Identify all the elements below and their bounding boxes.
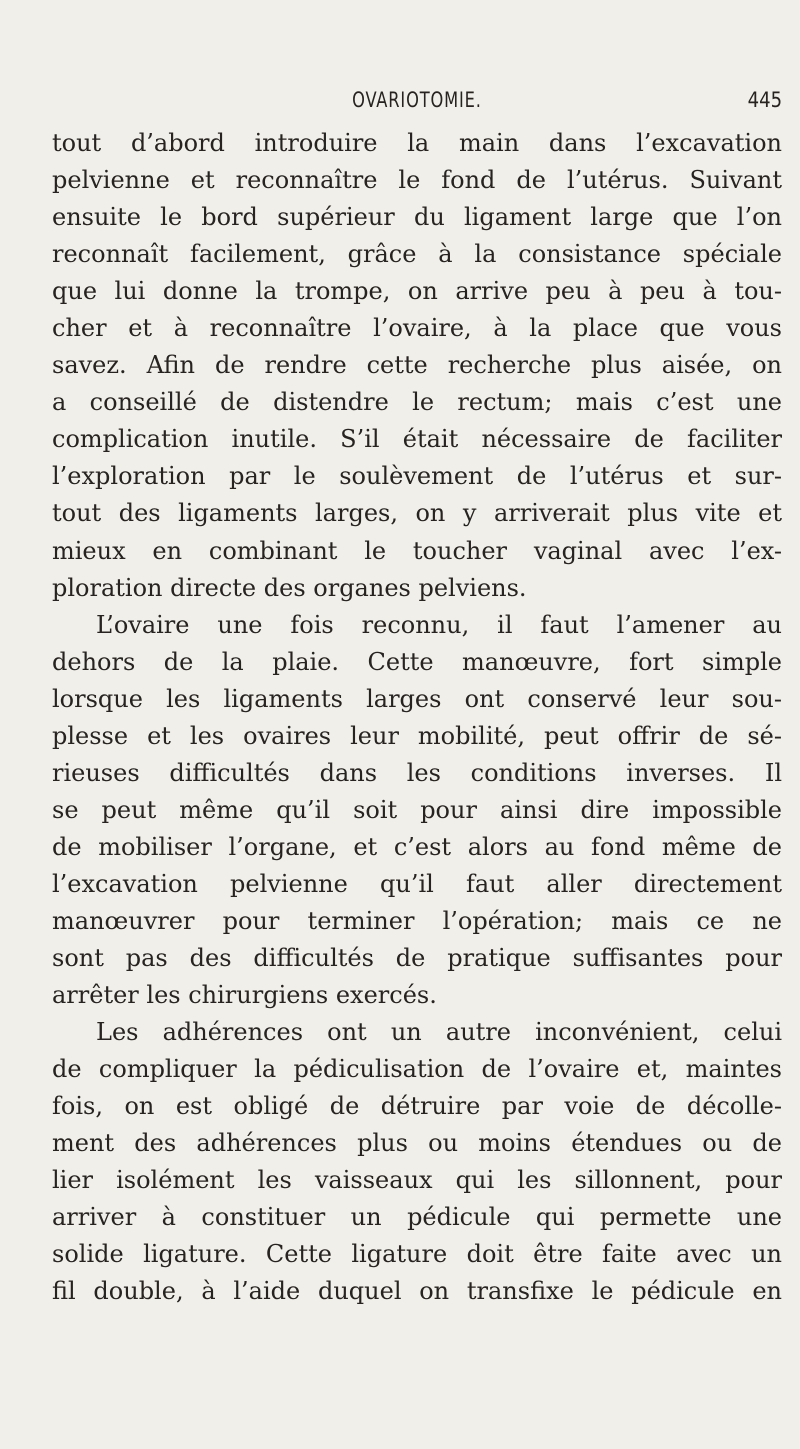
running-head (52, 88, 782, 124)
text-line: manœuvrer pour terminer l’opération; mais ce ne (52, 906, 782, 935)
text-line: ment des adhérences plus ou moins étendues ou de (52, 1129, 782, 1158)
running-title: OVARIOTOMIE. (352, 88, 482, 112)
paragraph-end-line: ploration directe des organes pelviens. (52, 573, 527, 602)
text-line: solide ligature. Cette ligature doit être faite avec un (52, 1240, 782, 1269)
text-line: de mobiliser l’organe, et c’est alors au fond même de (52, 832, 782, 861)
paragraph-end-line: arrêter les chirurgiens exercés. (52, 981, 437, 1010)
text-line: de compliquer la pédiculisation de l’ovaire et, maintes (52, 1055, 782, 1084)
text-line: dehors de la plaie. Cette manœuvre, fort simple (52, 647, 782, 676)
text-line: tout d’abord introduire la main dans l’excavation (52, 129, 782, 157)
text-line: sont pas des difficultés de pratique suffisantes pour (52, 944, 782, 973)
text-line: arriver à constituer un pédicule qui permette une (52, 1203, 782, 1232)
text-line: mieux en combinant le toucher vaginal avec l’ex- (52, 536, 782, 565)
text-line: savez. Afin de rendre cette recherche plus aisée, on (52, 351, 782, 380)
paragraph-start-line: L’ovaire une fois reconnu, il faut l’amener au (96, 610, 782, 639)
text-line: tout des ligaments larges, on y arriverait plus vite et (52, 499, 782, 528)
text-line: que lui donne la trompe, on arrive peu à peu à tou- (52, 277, 782, 306)
text-line: fil double, à l’aide duquel on transfixe le pédicule en (52, 1277, 782, 1306)
text-line: rieuses difficultés dans les conditions inverses. Il (52, 758, 782, 787)
text-line: l’excavation pelvienne qu’il faut aller directement (52, 869, 782, 898)
text-line: lier isolément les vaisseaux qui les sillonnent, pour (52, 1166, 782, 1195)
text-line: cher et à reconnaître l’ovaire, à la place que vous (52, 314, 782, 343)
text-line: plesse et les ovaires leur mobilité, peut offrir de sé- (52, 721, 782, 750)
text-line: ensuite le bord supérieur du ligament large que l’on (52, 203, 782, 232)
text-line: lorsque les ligaments larges ont conservé leur sou- (52, 684, 782, 713)
text-line: se peut même qu’il soit pour ainsi dire impossible (52, 795, 782, 824)
paragraph-start-line: Les adhérences ont un autre inconvénient, celui (96, 1018, 782, 1047)
text-line: reconnaît facilement, grâce à la consistance spéciale (52, 240, 782, 269)
body-text (52, 125, 782, 1311)
text-line: pelvienne et reconnaître le fond de l’utérus. Suivant (52, 166, 782, 195)
text-line: fois, on est obligé de détruire par voie de décolle- (52, 1092, 782, 1121)
text-line: complication inutile. S’il était nécessaire de faciliter (52, 425, 782, 454)
text-line: a conseillé de distendre le rectum; mais c’est une (52, 388, 782, 417)
page-number: 445 (747, 88, 782, 112)
text-line: l’exploration par le soulèvement de l’utérus et sur- (52, 462, 782, 491)
